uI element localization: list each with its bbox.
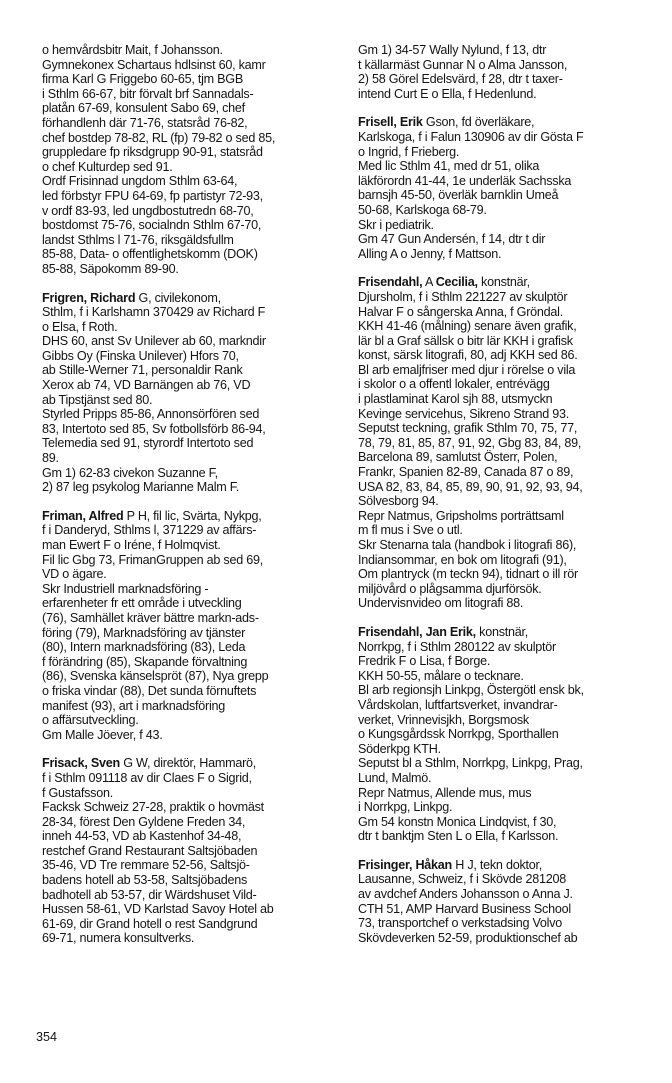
text-line (42, 204, 336, 219)
text-segment: KKH 50-55, målare o tecknare. (358, 668, 524, 683)
text-line (358, 334, 650, 349)
text-segment: lär bl a Graf sällsk o bitr lär KKH i grafisk (358, 333, 573, 348)
text-line (358, 756, 650, 771)
entry-name: Cecilia, (435, 275, 478, 290)
text-line (42, 349, 336, 364)
text-line (358, 625, 650, 640)
text-line (42, 262, 336, 277)
text-segment: Gm 54 konstn Monica Lindqvist, f 30, (358, 814, 557, 829)
text-line (42, 931, 336, 946)
text-segment: Indiansommar, en bok om litografi (91), (358, 552, 567, 567)
text-line (358, 305, 650, 320)
text-segment: o friska vindar (88), Det sunda förnuftets (42, 683, 257, 698)
text-segment: Undervisnvideo om litografi 88. (358, 596, 524, 611)
text-segment: Seputst bl a Sthlm, Norrkpg, Linkpg, Prag, (358, 756, 583, 771)
text-line (358, 159, 650, 174)
text-segment: läkförordn 41-44, 1e underläk Sachsska (358, 173, 572, 188)
text-line (358, 363, 650, 378)
text-line (358, 465, 650, 480)
text-line (358, 174, 650, 189)
text-segment: Gm 1) 62-83 civekon Suzanne F, (42, 465, 218, 480)
text-line (358, 683, 650, 698)
entry (42, 43, 336, 277)
text-line (358, 538, 650, 553)
text-segment: konstnär, (477, 275, 530, 290)
text-line (42, 131, 336, 146)
text-line (42, 888, 336, 903)
entry (42, 291, 336, 495)
text-line (42, 189, 336, 204)
text-line (358, 130, 650, 145)
text-segment: gruppledare fp riksdgrupp 90-91, statsråd (42, 145, 263, 160)
text-line (358, 771, 650, 786)
text-line (42, 509, 336, 524)
entry (358, 43, 650, 101)
text-segment: 2) 87 leg psykolog Marianne Malm F. (42, 480, 240, 495)
text-line (42, 756, 336, 771)
text-line (42, 334, 336, 349)
text-segment: m fl mus i Sve o utl. (358, 523, 463, 538)
entry-name: Friman, Alfred (42, 508, 124, 523)
entry (42, 509, 336, 743)
text-line (42, 669, 336, 684)
text-segment: Telemedia sed 91, styrordf Intertoto sed (42, 436, 254, 451)
text-segment: i Sthlm 66-67, bitr förvalt brf Sannadals- (42, 86, 254, 101)
text-line (42, 684, 336, 699)
text-segment: Sölvesborg 94. (358, 494, 439, 509)
text-segment: 83, Intertoto sed 85, Sv fotbollsförb 86-94, (42, 421, 266, 436)
text-line (358, 815, 650, 830)
text-segment: o Kungsgårdssk Norrkpg, Sporthallen (358, 727, 559, 742)
text-line (358, 480, 650, 495)
text-segment: led förbstyr FPU 64-69, fp partistyr 72-93, (42, 188, 263, 203)
entry (42, 756, 336, 946)
text-segment: Skövdeverken 52-59, produktionschef ab (358, 930, 578, 945)
text-line (358, 407, 650, 422)
text-line (42, 291, 336, 306)
text-line (42, 436, 336, 451)
text-segment: H J, tekn doktor, (452, 857, 542, 872)
text-segment: 28-34, förest Den Gyldene Freden 34, (42, 814, 246, 829)
text-segment: konstnär, (475, 624, 529, 639)
text-segment: intend Curt E o Ella, f Hedenlund. (358, 86, 537, 101)
text-line (42, 873, 336, 888)
text-line (358, 902, 650, 917)
text-segment: ab Tipstjänst sed 80. (42, 392, 153, 407)
text-segment: USA 82, 83, 84, 85, 89, 90, 91, 92, 93, 94, (358, 479, 583, 494)
text-segment: förhandlenh där 71-76, statsråd 76-82, (42, 115, 248, 130)
text-segment: Ordf Frisinnad ungdom Sthlm 63-64, (42, 174, 238, 189)
text-segment: Skr i pediatrik. (358, 217, 434, 232)
text-segment: Xerox ab 74, VD Barnängen ab 76, VD (42, 378, 251, 393)
text-line (42, 655, 336, 670)
text-line (358, 829, 650, 844)
text-segment: 2) 58 Görel Edelsvärd, f 28, dtr t taxer- (358, 72, 563, 87)
text-segment: Bl arb emaljfriser med djur i rörelse o vila (358, 362, 576, 377)
entry-name: Frisell, Erik (358, 115, 423, 130)
text-segment: 35-46, VD Tre remmare 52-56, Saltsjö- (42, 858, 250, 873)
text-segment: barnsjh 45-50, överläk barnklin Umeå (358, 188, 559, 203)
text-segment: o hemvårdsbitr Mait, f Johansson. (42, 43, 223, 57)
text-segment: v ordf 83-93, led ungdbostutredn 68-70, (42, 203, 254, 218)
text-line (42, 363, 336, 378)
text-line (358, 115, 650, 130)
text-line (358, 567, 650, 582)
text-segment: bostdomst 75-76, socialndn Sthlm 67-70, (42, 218, 262, 233)
text-line (42, 480, 336, 495)
text-line (42, 422, 336, 437)
text-line (358, 727, 650, 742)
text-line (358, 553, 650, 568)
text-line (358, 232, 650, 247)
text-segment: Halvar F o sångerska Anna, f Gröndal. (358, 304, 563, 319)
text-segment: G, civilekonom, (135, 290, 221, 305)
text-segment: Norrkpg, f i Sthlm 280122 av skulptör (358, 639, 556, 654)
text-segment: Hussen 58-61, VD Karlstad Savoy Hotel ab (42, 902, 274, 917)
text-segment: 69-71, numera konsultverks. (42, 931, 195, 946)
text-segment: Djursholm, f i Sthlm 221227 av skulptör (358, 289, 568, 304)
text-segment: Repr Natmus, Allende mus, mus (358, 785, 532, 800)
text-segment: av avdchef Anders Johansson o Anna J. (358, 887, 573, 902)
text-segment: Repr Natmus, Gripsholms porträttsaml (358, 508, 564, 523)
text-line (42, 72, 336, 87)
text-segment: 89. (42, 451, 59, 466)
text-segment: Skr Stenarna tala (handbok i litografi 86), (358, 538, 577, 552)
text-line (358, 72, 650, 87)
text-segment: G W, direktör, Hammarö, (119, 756, 257, 771)
text-line (42, 611, 336, 626)
text-segment: 78, 79, 81, 85, 87, 91, 92, Gbg 83, 84, 89, (358, 435, 582, 450)
text-segment: erfarenheter fr ett område i utveckling (42, 596, 242, 611)
text-line (42, 233, 336, 248)
text-segment: DHS 60, anst Sv Unilever ab 60, markndir (42, 334, 266, 349)
text-segment: Söderkpg KTH. (358, 741, 441, 756)
text-segment: inneh 44-53, VD ab Kastenhof 34-48, (42, 829, 242, 844)
text-line (42, 145, 336, 160)
text-line (358, 872, 650, 887)
text-line (358, 669, 650, 684)
text-line (358, 203, 650, 218)
text-line (358, 188, 650, 203)
right-column (358, 43, 650, 959)
text-line (42, 640, 336, 655)
text-segment: verket, Vrinnevisjkh, Borgsmosk (358, 712, 529, 727)
text-line (42, 466, 336, 481)
text-segment: konst, särsk litografi, 80, adj KKH sed 86. (358, 348, 578, 363)
text-segment: Seputst teckning, grafik Sthlm 70, 75, 77, (358, 421, 578, 436)
text-segment: f förändring (85), Skapande förvaltning (42, 654, 248, 669)
text-segment: Med lic Sthlm 41, med dr 51, olika (358, 159, 540, 174)
text-line (42, 320, 336, 335)
text-line (358, 377, 650, 392)
text-segment: Bl arb regionsjh Linkpg, Östergötl ensk bk, (358, 683, 584, 698)
text-segment: Fil lic Gbg 73, FrimanGruppen ab sed 69, (42, 552, 263, 567)
text-line (42, 101, 336, 116)
text-segment: Sthlm, f i Karlshamn 370429 av Richard F (42, 305, 266, 320)
text-line (42, 800, 336, 815)
text-line (358, 275, 650, 290)
text-segment: Gibbs Oy (Finska Unilever) Hfors 70, (42, 348, 239, 363)
text-segment: KKH 41-46 (målning) senare även grafik, (358, 319, 577, 334)
text-segment: o Ingrid, f Frieberg. (358, 144, 460, 159)
text-segment: 50-68, Karlskoga 68-79. (358, 202, 487, 217)
text-segment: Om plantryck (m teckn 94), tidnart o ill rör (358, 567, 578, 582)
text-line (358, 654, 650, 669)
text-line (42, 786, 336, 801)
text-segment: Gymnekonex Schartaus hdlsinst 60, kamr (42, 57, 266, 72)
text-line (42, 582, 336, 597)
text-line (42, 58, 336, 73)
text-segment: ab Stille-Werner 71, personaldir Rank (42, 363, 243, 378)
text-line (358, 887, 650, 902)
text-line (42, 305, 336, 320)
text-segment: föring (79), Marknadsföring av tjänster (42, 625, 246, 640)
text-line (358, 800, 650, 815)
text-line (358, 742, 650, 757)
text-segment: Barcelona 89, samlutst Österr, Polen, (358, 450, 558, 465)
text-segment: Gm Malle Jöever, f 43. (42, 727, 163, 742)
text-line (42, 43, 336, 58)
text-line (42, 538, 336, 553)
text-line (42, 771, 336, 786)
text-line (358, 596, 650, 611)
text-line (42, 247, 336, 262)
text-segment: Gson, fd överläkare, (422, 115, 535, 130)
text-line (42, 815, 336, 830)
text-line (358, 436, 650, 451)
text-line (42, 160, 336, 175)
text-segment: (86), Svenska känselspröt (87), Nya grepp (42, 669, 269, 684)
text-segment: i Norrkpg, Linkpg. (358, 800, 453, 815)
entry (358, 625, 650, 844)
text-line (358, 145, 650, 160)
text-line (42, 699, 336, 714)
text-line (42, 596, 336, 611)
text-segment: Facksk Schweiz 27-28, praktik o hovmäst (42, 800, 264, 815)
text-segment: o Elsa, f Roth. (42, 319, 118, 334)
text-segment: Vårdskolan, luftfartsverket, invandrar- (358, 697, 558, 712)
text-segment: Frankr, Spanien 82-89, Canada 87 o 89, (358, 465, 574, 480)
text-line (358, 523, 650, 538)
text-line (358, 713, 650, 728)
text-segment: i plastlaminat Karol sjh 88, utsmyckn (358, 392, 553, 407)
text-line (358, 319, 650, 334)
text-segment: badhotell ab 53-57, dir Wärdshuset Vild- (42, 887, 257, 902)
text-line (42, 378, 336, 393)
text-segment: firma Karl G Friggebo 60-65, tjm BGB (42, 72, 243, 87)
text-segment: Gm 47 Gun Andersén, f 14, dtr t dir (358, 232, 546, 247)
text-segment: i skolor o a offentl lokaler, entrévägg (358, 377, 550, 392)
text-segment: Lausanne, Schweiz, f i Skövde 281208 (358, 872, 567, 887)
text-segment: 85-88, Säpokomm 89-90. (42, 261, 179, 276)
text-segment: t källarmäst Gunnar N o Alma Jansson, (358, 57, 568, 72)
text-line (358, 450, 650, 465)
text-line (358, 858, 650, 873)
text-line (42, 218, 336, 233)
text-segment: f Gustafsson. (42, 785, 113, 800)
entry (358, 858, 650, 946)
text-segment: CTH 51, AMP Harvard Business School (358, 901, 571, 916)
text-segment: (76), Samhället kräver bättre markn-ads- (42, 610, 259, 625)
text-line (358, 421, 650, 436)
text-segment: f i Sthlm 091118 av dir Claes F o Sigrid, (42, 770, 252, 785)
entry-name: Frisendahl, Jan Erik, (358, 624, 476, 639)
text-line (358, 916, 650, 931)
text-line (42, 858, 336, 873)
text-line (358, 58, 650, 73)
text-line (358, 640, 650, 655)
text-line (42, 523, 336, 538)
text-segment: landst Sthlms l 71-76, riksgäldsfullm (42, 232, 234, 247)
text-segment: Gm 1) 34-57 Wally Nylund, f 13, dtr (358, 43, 547, 57)
text-line (42, 451, 336, 466)
text-segment: VD o ägare. (42, 567, 107, 582)
text-segment: chef bostdep 78-82, RL (fp) 79-82 o sed 85, (42, 130, 276, 145)
text-line (42, 87, 336, 102)
text-segment: Lund, Malmö. (358, 770, 432, 785)
entry-name: Frisack, Sven (42, 756, 120, 771)
text-line (42, 116, 336, 131)
text-line (42, 174, 336, 189)
text-line (42, 553, 336, 568)
text-line (358, 392, 650, 407)
text-segment: man Ewert F o Iréne, f Holmqvist. (42, 538, 221, 552)
text-line (358, 43, 650, 58)
text-line (358, 87, 650, 102)
text-line (42, 713, 336, 728)
entry-name: Frisinger, Håkan (358, 857, 452, 872)
text-segment: Fredrik F o Lisa, f Borge. (358, 654, 491, 669)
text-segment: badens hotell ab 53-58, Saltsjöbadens (42, 873, 248, 888)
text-line (42, 567, 336, 582)
entry-name: Frigren, Richard (42, 290, 136, 305)
text-segment: restchef Grand Restaurant Saltsjöbaden (42, 843, 258, 858)
text-line (42, 829, 336, 844)
text-segment: 61-69, dir Grand hotell o rest Sandgrund (42, 916, 258, 931)
entry (358, 115, 650, 261)
text-segment: manifest (93), art i marknadsföring (42, 698, 226, 713)
text-segment: 85-88, Data- o offentlighetskomm (DOK) (42, 247, 258, 262)
entry-name: Frisendahl, (358, 275, 423, 290)
text-segment: 73, transportchef o verkstadsing Volvo (358, 916, 563, 931)
text-segment: A (422, 275, 436, 290)
text-line (358, 698, 650, 713)
left-column (42, 43, 336, 960)
text-segment: Kevinge servicehus, Sikreno Strand 93. (358, 406, 570, 421)
text-segment: miljövård o plågsamma djurförsök. (358, 581, 542, 596)
entry (358, 275, 650, 611)
text-segment: o chef Kulturdep sed 91. (42, 159, 173, 174)
text-line (42, 393, 336, 408)
text-segment: Karlskoga, f i Falun 130906 av dir Gösta F (358, 129, 584, 144)
text-segment: Skr Industriell marknadsföring - (42, 581, 209, 596)
text-line (358, 582, 650, 597)
text-line (358, 290, 650, 305)
text-line (358, 247, 650, 262)
text-line (358, 494, 650, 509)
text-segment: P H, fil lic, Svärta, Nykpg, (123, 508, 262, 523)
text-line (42, 902, 336, 917)
text-segment: Styrled Pripps 85-86, Annonsörfören sed (42, 407, 260, 422)
text-line (358, 509, 650, 524)
text-segment: dtr t banktjm Sten L o Ella, f Karlsson. (358, 829, 559, 844)
text-segment: f i Danderyd, Sthlms l, 371229 av affärs- (42, 523, 257, 538)
text-line (42, 626, 336, 641)
text-line (42, 917, 336, 932)
text-line (358, 348, 650, 363)
text-line (42, 728, 336, 743)
text-line (358, 218, 650, 233)
text-segment: Alling A o Jenny, f Mattson. (358, 246, 502, 261)
text-line (42, 407, 336, 422)
text-segment: o affärsutveckling. (42, 713, 139, 728)
page-number: 354 (36, 1030, 58, 1044)
text-line (358, 931, 650, 946)
text-line (42, 844, 336, 859)
text-segment: (80), Intern marknadsföring (83), Leda (42, 640, 246, 655)
text-segment: platån 67-69, konsulent Sabo 69, chef (42, 101, 245, 116)
text-line (358, 786, 650, 801)
